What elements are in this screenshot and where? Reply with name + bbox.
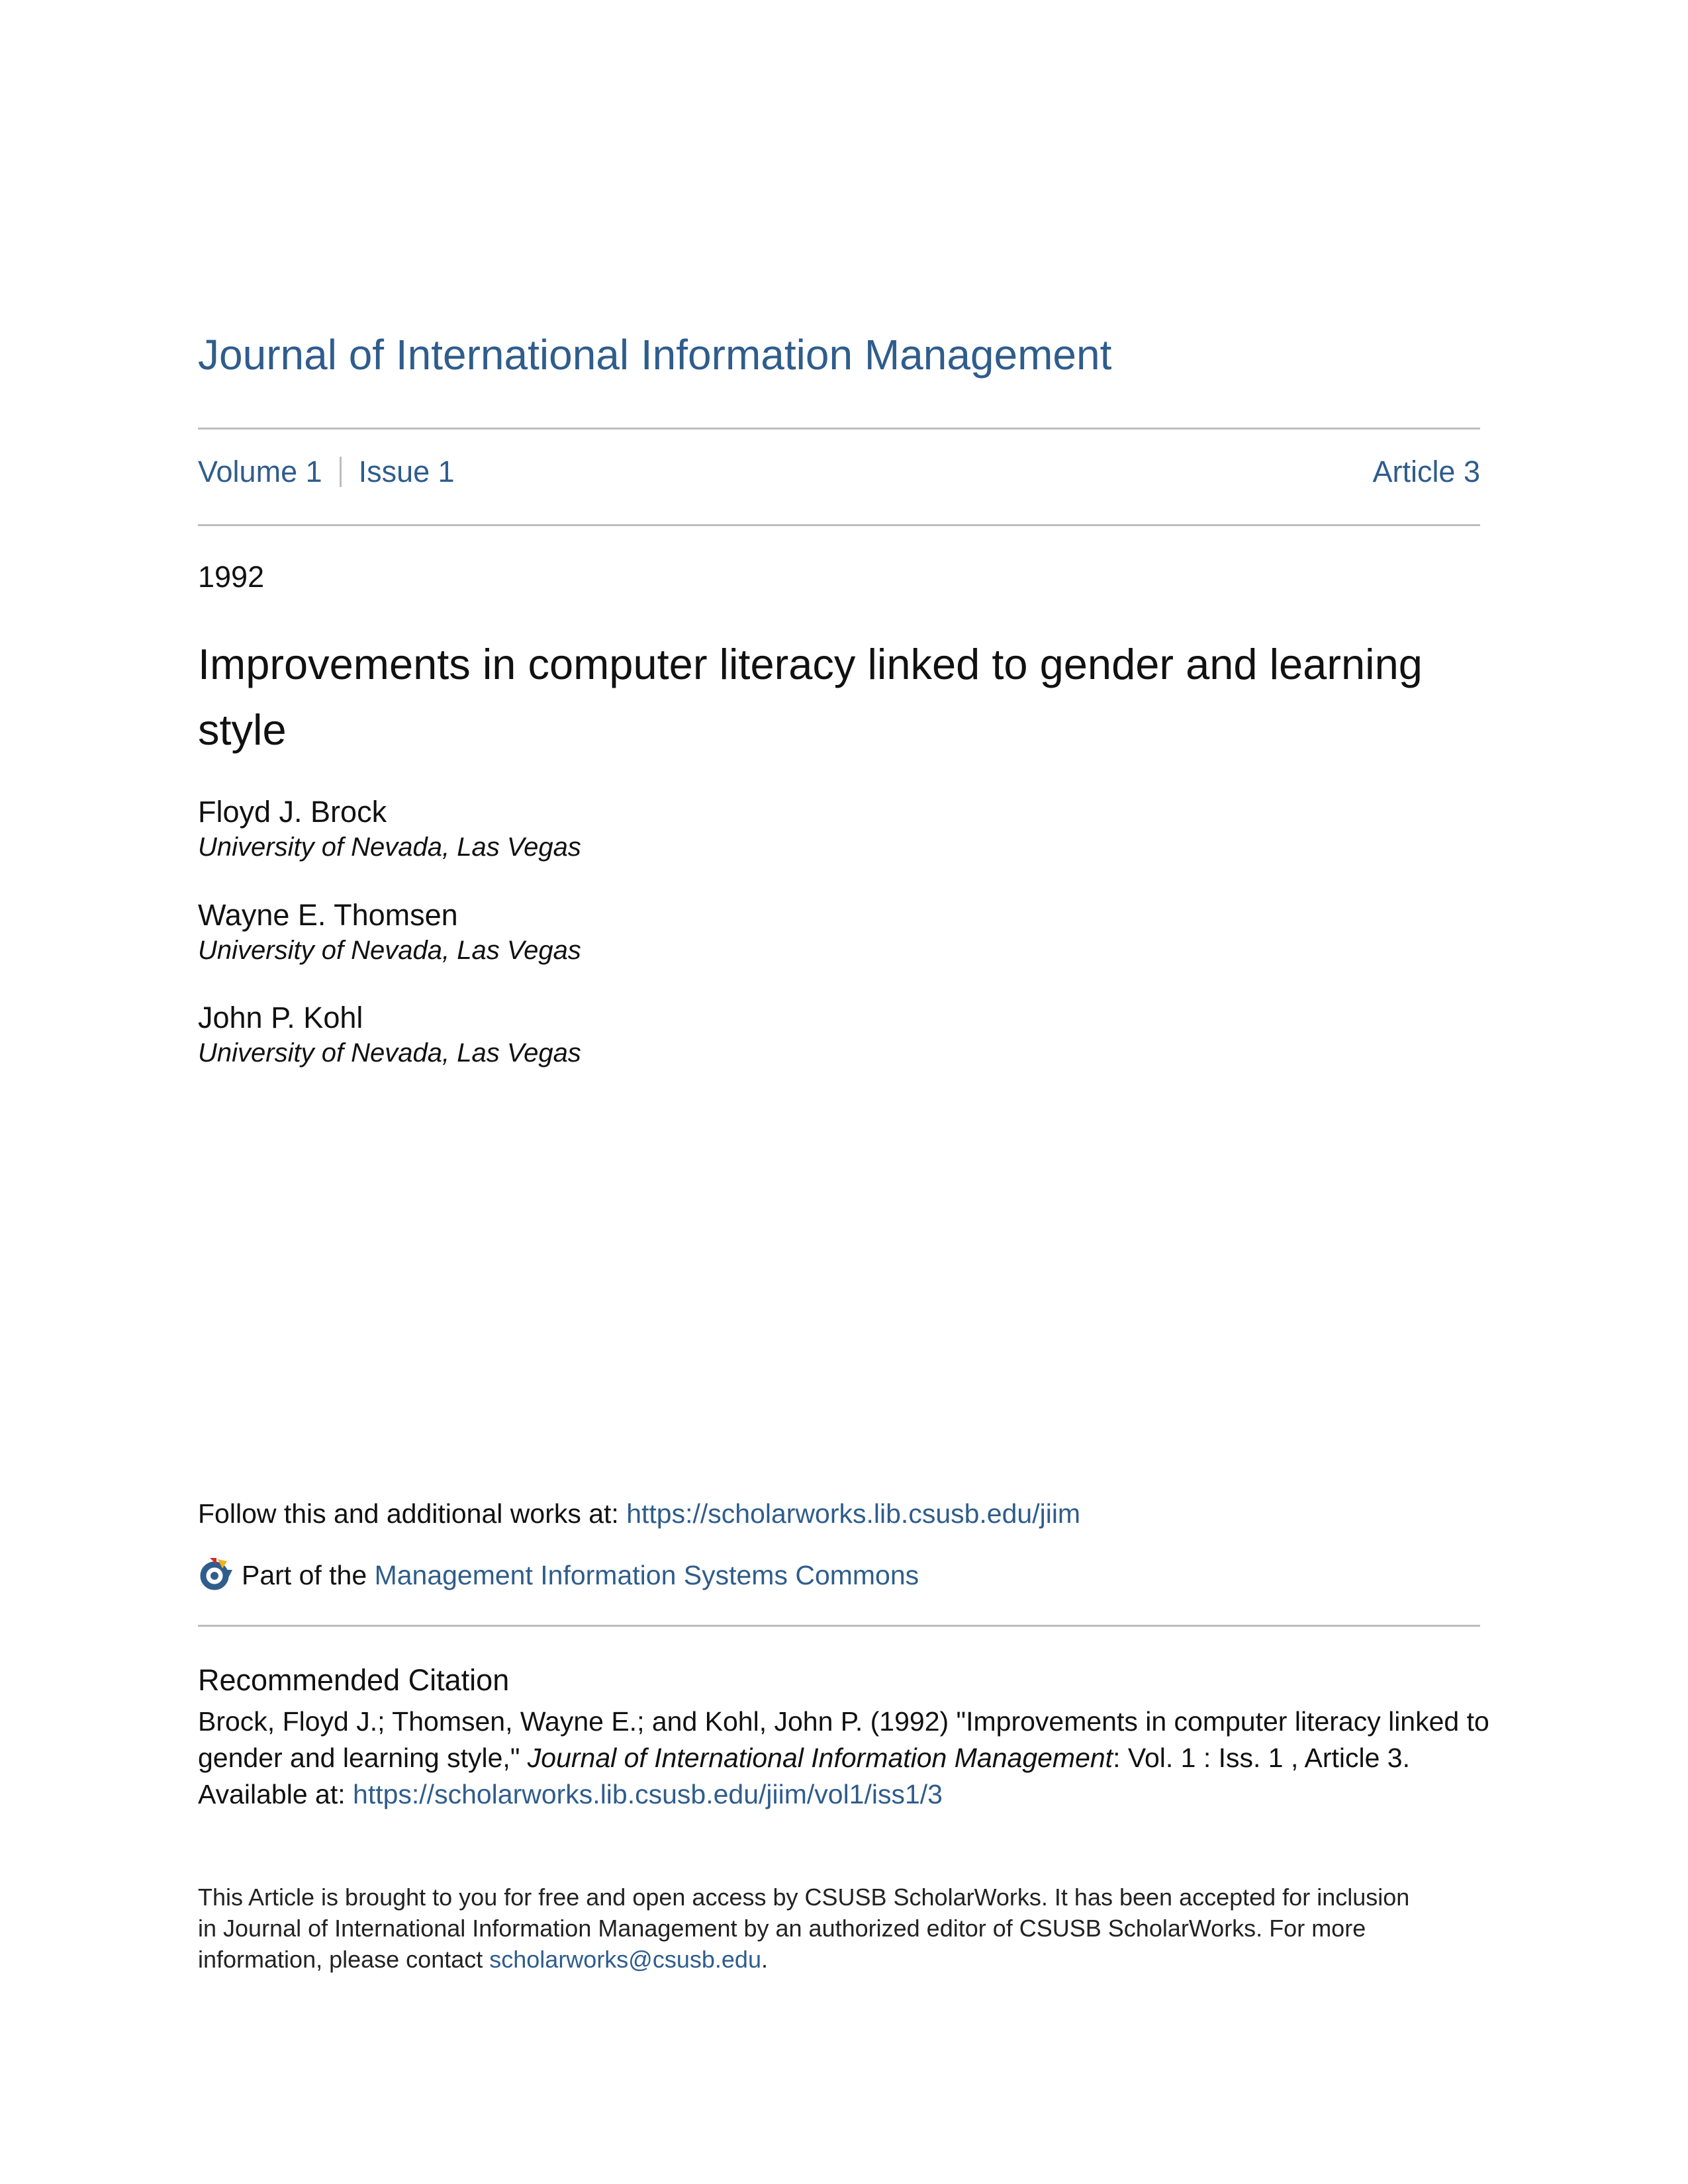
citation-text-segment: gender and learning style," [198, 1743, 528, 1773]
contact-email-link[interactable]: scholarworks@csusb.edu [489, 1946, 761, 1973]
notice-text-segment: . [761, 1946, 768, 1973]
journal-title-link[interactable]: Journal of International Information Management [198, 331, 1112, 379]
author-affiliation: University of Nevada, Las Vegas [198, 936, 581, 965]
article-link[interactable]: Article 3 [1372, 455, 1480, 488]
journal-url-link[interactable]: https://scholarworks.lib.csusb.edu/jiim [626, 1498, 1081, 1529]
nav-separator [340, 457, 342, 487]
author-name: Floyd J. Brock [198, 795, 387, 829]
commons-link[interactable]: Management Information Systems Commons [374, 1560, 919, 1590]
network-commons-icon [198, 1555, 234, 1591]
citation-heading: Recommended Citation [198, 1663, 510, 1697]
notice-line [198, 1944, 1480, 1975]
author-affiliation: University of Nevada, Las Vegas [198, 833, 581, 862]
open-access-notice [198, 1882, 1480, 1975]
issue-navigation [198, 454, 1480, 490]
issue-link[interactable]: Issue 1 [358, 455, 455, 488]
citation-line [198, 1776, 1480, 1813]
article-title: Improvements in computer literacy linked to gender and learning style [198, 640, 1423, 754]
header-divider-top [198, 428, 1480, 430]
part-of-line [198, 1555, 919, 1592]
article-url-link[interactable]: https://scholarworks.lib.csusb.edu/jiim/vol1/iss1/3 [353, 1779, 943, 1809]
citation-line [198, 1740, 1480, 1776]
notice-text-segment: information, please contact [198, 1946, 490, 1973]
notice-line: in Journal of International Information Management by an authorized editor of CSUSB ScholarWorks. For more [198, 1915, 1366, 1942]
author-affiliation: University of Nevada, Las Vegas [198, 1038, 581, 1068]
follow-works-line [198, 1498, 1080, 1530]
citation-text [198, 1704, 1489, 1813]
citation-journal: Journal of International Information Management [527, 1743, 1113, 1773]
publication-year: 1992 [198, 560, 265, 594]
volume-link[interactable]: Volume 1 [198, 455, 322, 488]
part-of-label: Part of the [242, 1560, 375, 1590]
citation-divider [198, 1625, 1480, 1627]
notice-line: This Article is brought to you for free and open access by CSUSB ScholarWorks. It has been accepted for inclusion [198, 1884, 1410, 1911]
available-label: Available at: [198, 1779, 353, 1809]
header-divider-bottom [198, 524, 1480, 526]
author-name: Wayne E. Thomsen [198, 898, 458, 932]
citation-text-segment: : Vol. 1 : Iss. 1 , Article 3. [1113, 1743, 1410, 1773]
author-name: John P. Kohl [198, 1001, 363, 1034]
citation-line: Brock, Floyd J.; Thomsen, Wayne E.; and Kohl, John P. (1992) "Improvements in computer literacy linked to [198, 1706, 1489, 1737]
follow-label: Follow this and additional works at: [198, 1498, 627, 1529]
